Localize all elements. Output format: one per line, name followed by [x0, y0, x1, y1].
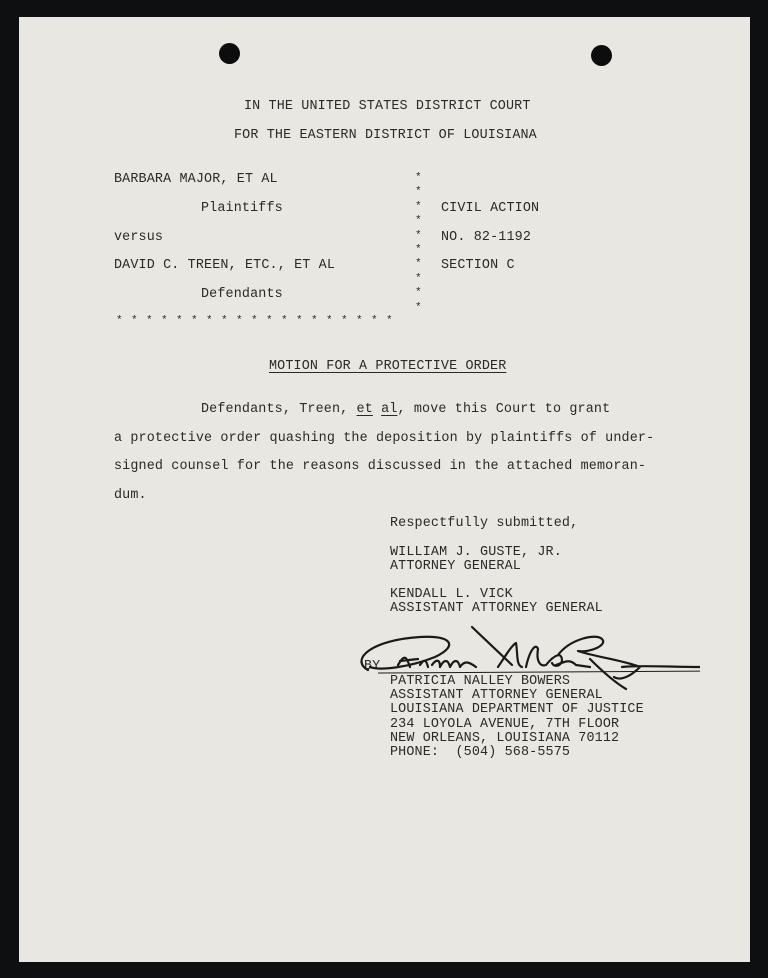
signer-phone: PHONE: (504) 568-5575: [390, 745, 571, 760]
al-text: al: [381, 402, 398, 417]
motion-title: MOTION FOR A PROTECTIVE ORDER: [269, 359, 507, 374]
signer-title: ASSISTANT ATTORNEY GENERAL: [390, 688, 603, 703]
signer-address-2: NEW ORLEANS, LOUISIANA 70112: [390, 731, 620, 746]
signatory-2-name: KENDALL L. VICK: [390, 587, 513, 602]
signature-by-label: BY: [364, 659, 381, 674]
defendant-role: Defendants: [201, 287, 283, 302]
signer-department: LOUISIANA DEPARTMENT OF JUSTICE: [390, 702, 644, 717]
body-line-2: a protective order quashing the deposition by plaintiffs of under-: [114, 431, 655, 446]
body-line-3: signed counsel for the reasons discussed in the attached memoran-: [114, 459, 647, 474]
closing-text: Respectfully submitted,: [390, 516, 579, 531]
body-line-1-start: Defendants, Treen,: [201, 402, 357, 417]
body-line-1: [201, 402, 610, 417]
signatory-1-title: ATTORNEY GENERAL: [390, 559, 521, 574]
signatory-2-title: ASSISTANT ATTORNEY GENERAL: [390, 601, 603, 616]
case-number: NO. 82-1192: [441, 230, 532, 245]
signer-name: PATRICIA NALLEY BOWERS: [390, 674, 571, 689]
plaintiff-name: BARBARA MAJOR, ET AL: [114, 172, 278, 187]
caption-vertical-stars: * * * * * * * * * *: [415, 172, 422, 314]
signatory-1-name: WILLIAM J. GUSTE, JR.: [390, 545, 562, 560]
et-text: et: [356, 402, 373, 417]
space: [373, 402, 381, 417]
defendant-name: DAVID C. TREEN, ETC., ET AL: [114, 258, 336, 273]
versus-label: versus: [114, 230, 164, 245]
court-heading-line-1: IN THE UNITED STATES DISTRICT COURT: [244, 99, 531, 114]
signer-address-1: 234 LOYOLA AVENUE, 7TH FLOOR: [390, 717, 620, 732]
punch-hole-left: [219, 43, 240, 64]
case-section: SECTION C: [441, 258, 515, 273]
body-line-4: dum.: [114, 488, 147, 503]
case-type: CIVIL ACTION: [441, 201, 540, 216]
body-line-1-end: , move this Court to grant: [397, 402, 611, 417]
court-heading-line-2: FOR THE EASTERN DISTRICT OF LOUISIANA: [234, 128, 537, 143]
plaintiff-role: Plaintiffs: [201, 201, 283, 216]
caption-horizontal-stars: * * * * * * * * * * * * * * * * * * *: [116, 315, 394, 327]
punch-hole-right: [591, 45, 612, 66]
